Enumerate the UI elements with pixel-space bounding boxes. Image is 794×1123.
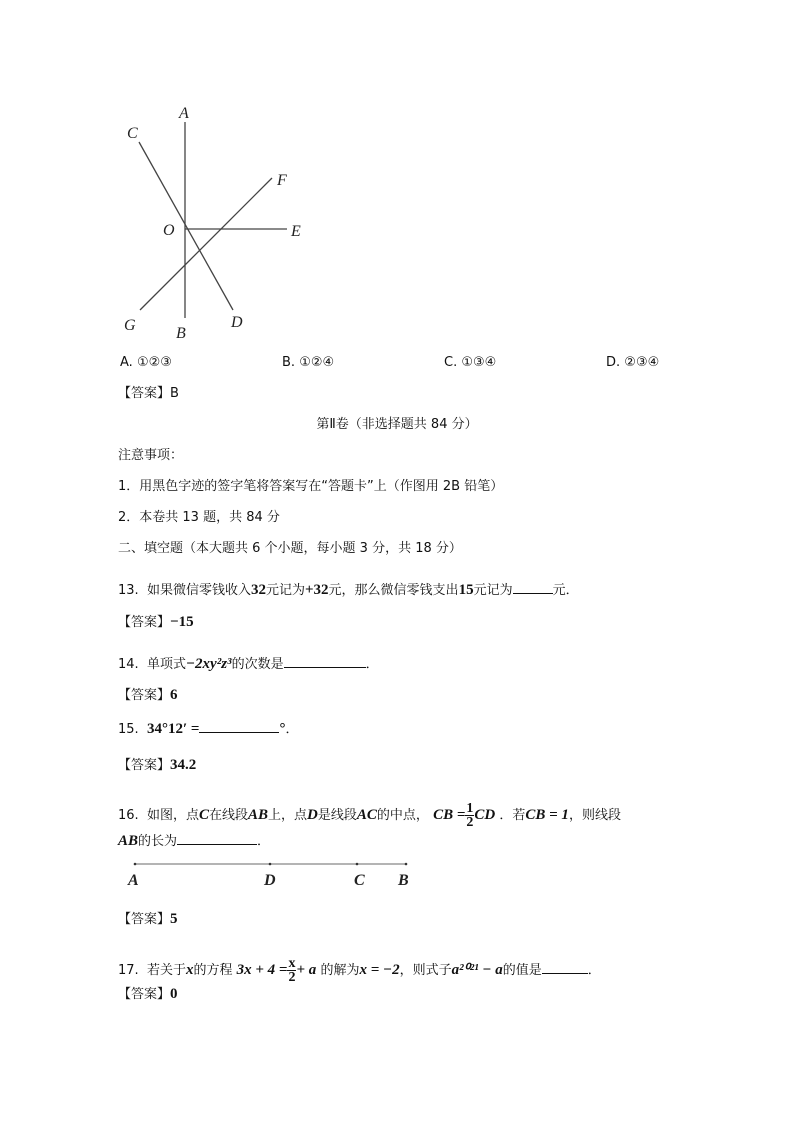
text: 元．: [552, 583, 579, 598]
label-A: A: [128, 872, 139, 889]
answer-value: B: [170, 386, 179, 401]
text: ，则线段: [568, 808, 621, 823]
text: 上，点: [268, 808, 308, 823]
answer-value: 5: [170, 911, 178, 927]
math: AB: [118, 833, 139, 849]
q-num: 16.: [118, 808, 139, 823]
math: 3x + 4 =: [236, 962, 288, 978]
option-letter: C.: [444, 355, 458, 370]
answer-label: 【答案】: [118, 386, 171, 401]
label-C: C: [127, 125, 138, 142]
q14-answer: [118, 687, 178, 704]
q-num: 17.: [118, 963, 139, 978]
denominator: 2: [466, 815, 474, 830]
option-value: ②③④: [624, 355, 660, 370]
math: 32: [250, 582, 266, 598]
option-value: ①②③: [136, 355, 172, 370]
question-17: [118, 955, 601, 986]
point-b: [405, 863, 408, 866]
question-15: [118, 720, 298, 738]
q-num: 15.: [118, 722, 139, 737]
option-value: ①②④: [299, 355, 335, 370]
math: 15: [458, 582, 474, 598]
label-C: C: [354, 872, 365, 889]
text: 的次数是: [231, 657, 284, 672]
answer-blank[interactable]: [284, 655, 366, 668]
math: x = −2: [359, 962, 400, 978]
text: 的解为: [320, 963, 360, 978]
math: CB =: [433, 807, 466, 823]
q-num: 14.: [118, 657, 139, 672]
text: 若关于: [146, 963, 186, 978]
answer-blank[interactable]: [542, 961, 588, 974]
line-gf: [140, 178, 272, 310]
text: ．: [587, 963, 601, 978]
math: D: [307, 807, 318, 823]
option-letter: D.: [606, 355, 621, 370]
angle-figure: [110, 95, 330, 345]
text: 的方程: [193, 963, 233, 978]
text: 是线段: [317, 808, 357, 823]
denominator: 2: [288, 970, 296, 985]
point-d: [269, 863, 272, 866]
q-num: 13.: [118, 583, 139, 598]
option-d: [606, 355, 659, 370]
notes-title: 注意事项：: [118, 448, 184, 463]
note-2: 2．本卷共 13 题，共 84 分: [118, 510, 280, 525]
text: ，则式子: [399, 963, 452, 978]
text: 如图，点: [146, 808, 199, 823]
q12-answer: [118, 386, 179, 402]
label-G: G: [124, 317, 136, 334]
math: AC: [356, 807, 377, 823]
answer-value: −15: [170, 614, 194, 630]
answer-label: 【答案】: [118, 758, 171, 773]
text: 如果微信零钱收入: [146, 583, 251, 598]
note-1: 1．用黑色字迹的签字笔将答案写在“答题卡”上（作图用 2B 铅笔）: [118, 479, 504, 494]
question-16-cont: [118, 832, 270, 850]
math: x: [185, 962, 194, 978]
label-D: D: [231, 314, 243, 331]
text: ．若: [499, 808, 526, 823]
question-16: [118, 800, 621, 831]
option-b: [282, 355, 334, 370]
text: ．: [285, 722, 299, 737]
text: 在线段: [208, 808, 248, 823]
answer-value: 0: [170, 986, 178, 1002]
q16-answer: [118, 911, 178, 928]
numerator: 1: [466, 801, 474, 816]
label-F: F: [277, 172, 287, 189]
answer-blank[interactable]: [513, 581, 553, 594]
label-B: B: [398, 872, 409, 889]
answer-blank[interactable]: [199, 720, 279, 733]
line-cd: [139, 142, 233, 310]
text: 元记为: [473, 583, 513, 598]
answer-label: 【答案】: [118, 615, 171, 630]
math: −2xy²z³: [185, 656, 232, 672]
text: 元记为: [265, 583, 305, 598]
part-2-heading: 二、填空题（本大题共 6 个小题，每小题 3 分，共 18 分）: [118, 541, 462, 556]
math: CB = 1: [525, 807, 569, 823]
answer-label: 【答案】: [118, 987, 171, 1002]
answer-blank[interactable]: [177, 832, 257, 845]
point-a: [134, 863, 137, 866]
section-title: 第Ⅱ卷（非选择题共 84 分）: [316, 417, 478, 432]
text: 的长为: [138, 834, 178, 849]
option-letter: A.: [120, 355, 133, 370]
text: 单项式: [146, 657, 186, 672]
segment-figure: [120, 855, 420, 890]
answer-value: 34.2: [170, 757, 197, 773]
text: 的值是: [502, 963, 542, 978]
label-D: D: [264, 872, 276, 889]
option-letter: B.: [282, 355, 296, 370]
label-A: A: [179, 105, 189, 122]
text: 的中点，: [376, 808, 429, 823]
label-O: O: [163, 222, 175, 239]
answer-label: 【答案】: [118, 688, 171, 703]
q15-answer: [118, 757, 196, 774]
degree-sign: °: [279, 721, 286, 737]
math: a²⁰²¹ − a: [451, 962, 503, 978]
math: +32: [304, 582, 329, 598]
math: 34°12′ =: [146, 721, 200, 737]
math: + a: [296, 962, 317, 978]
option-a: [120, 355, 172, 370]
math: C: [198, 807, 209, 823]
label-B: B: [176, 325, 186, 342]
math: AB: [248, 807, 269, 823]
option-value: ①③④: [461, 355, 497, 370]
q13-answer: [118, 614, 194, 631]
text: ．: [365, 657, 379, 672]
point-c: [356, 863, 359, 866]
text: ．: [257, 834, 271, 849]
q17-answer: [118, 986, 178, 1003]
text: 元，那么微信零钱支出: [328, 583, 459, 598]
question-13: [118, 581, 579, 599]
question-14: [118, 655, 379, 673]
label-E: E: [291, 223, 301, 240]
numerator: x: [288, 956, 296, 971]
answer-value: 6: [170, 687, 178, 703]
answer-label: 【答案】: [118, 912, 171, 927]
option-c: [444, 355, 496, 370]
math: CD: [474, 807, 496, 823]
